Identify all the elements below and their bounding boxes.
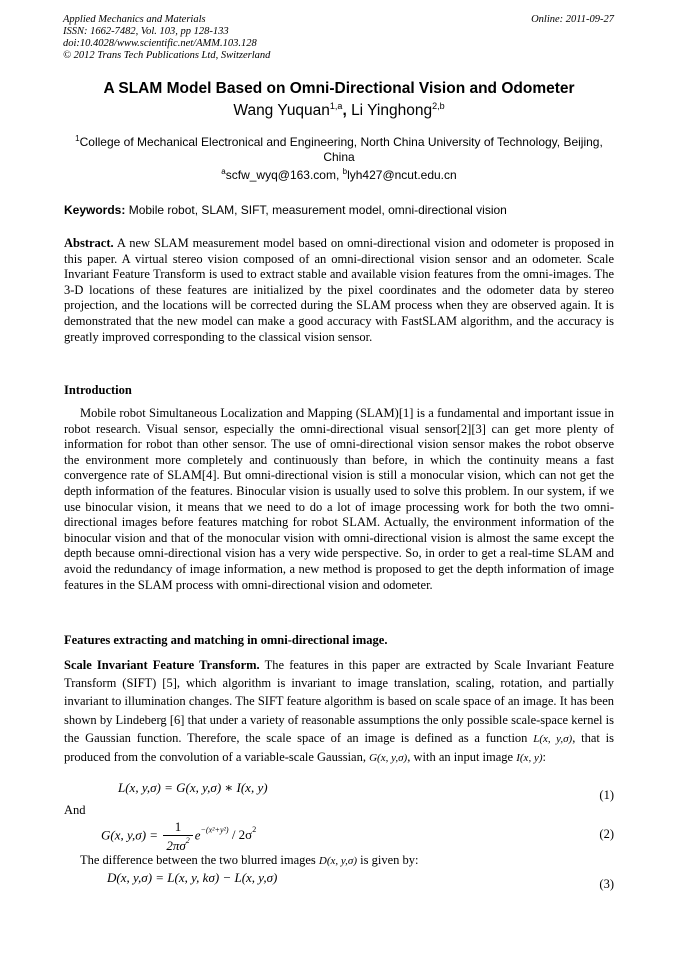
fraction-numerator: 1 bbox=[163, 819, 192, 836]
sift-text: The features in this paper are extracted by Scale Invariant Feature Transform (SIFT) [5], which algorithm is invariant to image translation, scaling, rotation, and partially invariant to illumination changes. The SIFT feature algorithm is based on scale space of an image. It has been shown by Lindeberg [6] that under a variety of reasonable assumptions the only possible scale-space kernel is the Gaussian function. Therefore, the scale space of an image is defined as a function bbox=[64, 658, 614, 745]
sift-paragraph bbox=[64, 656, 614, 767]
journal-name: Applied Mechanics and Materials bbox=[63, 14, 206, 25]
journal-header bbox=[63, 14, 270, 62]
equation-3: D(x, y,σ) = L(x, y, kσ) − L(x, y,σ) bbox=[107, 870, 278, 885]
fraction bbox=[163, 819, 192, 854]
section-heading: Features extracting and matching in omni-directional image. bbox=[64, 633, 388, 647]
author-superscript: 2,b bbox=[432, 101, 445, 111]
journal-doi: doi:10.4028/www.scientific.net/AMM.103.128 bbox=[63, 38, 257, 49]
exp-tail bbox=[229, 827, 257, 842]
email-address: lyh427@ncut.edu.cn bbox=[347, 168, 457, 182]
diff-text: The difference between the two blurred images bbox=[80, 853, 316, 867]
introduction-heading: Introduction bbox=[64, 383, 132, 397]
math-inline: I(x, y) bbox=[516, 752, 543, 765]
diff-paragraph bbox=[80, 853, 614, 870]
math-inline: D(x, y,σ) bbox=[318, 855, 358, 867]
paper-title: A SLAM Model Based on Omni-Directional Vision and Odometer bbox=[103, 80, 575, 97]
math-inline: G(x, y,σ) bbox=[369, 752, 408, 765]
denominator-base: 2πσ bbox=[166, 838, 186, 853]
author-superscript: 1,a bbox=[329, 101, 343, 111]
equation-number: (2) bbox=[599, 827, 614, 841]
online-date: Online: 2011-09-27 bbox=[531, 14, 614, 25]
author-emails bbox=[0, 167, 678, 182]
keywords-text: Mobile robot, SLAM, SIFT, measurement model, omni-directional vision bbox=[125, 203, 507, 217]
sift-text-mid2: , with an input image bbox=[407, 750, 514, 765]
author-list: Wang Yuquan$^{1,a}$, Li Yinghong$^{2,b}$ bbox=[233, 101, 445, 120]
equation-number: (3) bbox=[599, 877, 614, 891]
affiliation-superscript: 1 bbox=[75, 134, 80, 143]
email-address: scfw_wyq@163.com, bbox=[225, 168, 343, 182]
fraction-denominator bbox=[163, 836, 192, 854]
journal-issn: ISSN: 1662-7482, Vol. 103, pp 128-133 bbox=[63, 26, 229, 37]
author-name: Li Yinghong bbox=[351, 102, 433, 120]
email-superscript: b bbox=[342, 167, 348, 176]
equation-lhs: G(x, y,σ) = bbox=[101, 827, 159, 843]
abstract-label: Abstract. bbox=[64, 236, 114, 250]
equation-number: (1) bbox=[599, 788, 614, 802]
keywords bbox=[64, 203, 614, 217]
email-superscript: a bbox=[221, 167, 226, 176]
abstract-text: A new SLAM measurement model based on omni-directional vision and odometer is proposed in this paper. A virtual stereo vision composed of an omni-directional vision sensor and an odometer. Scale Invariant Feature Transform is used to extract stable and available vision features from the omni-images. The 3-D locations of these features are initialized by the pixel coordinates and the odometer data by stereo projection, and the locations will be corrected during the SLAM process when they are observed again. It is demonstrated that the new model can make a good accuracy with FastSLAM algorithm, and the accuracy is greatly improved corresponding to the classical vision sensor. bbox=[64, 236, 614, 344]
tail-exponent: 2 bbox=[252, 825, 257, 835]
equation-2 bbox=[101, 819, 256, 854]
denominator-exponent: 2 bbox=[185, 836, 190, 845]
journal-copyright: © 2012 Trans Tech Publications Ltd, Switzerland bbox=[63, 50, 271, 61]
tail-text: / 2σ bbox=[228, 827, 253, 843]
abstract bbox=[64, 236, 614, 345]
exp-base: e bbox=[194, 827, 201, 843]
affiliation-text: College of Mechanical Electronical and Engineering, North China University of Technology, Beijing, China bbox=[79, 135, 603, 164]
keywords-label: Keywords: bbox=[64, 203, 126, 217]
exp-exponent: −(x²+y²) bbox=[200, 825, 229, 835]
equation-1: L(x, y,σ) = G(x, y,σ) ∗ I(x, y) bbox=[118, 780, 268, 795]
and-text: And bbox=[64, 803, 86, 817]
diff-text-end: is given by: bbox=[357, 853, 419, 867]
author-name: Wang Yuquan bbox=[233, 102, 330, 120]
sift-text-mid: , that is produced from the convolution of a variable-scale Gaussian, bbox=[64, 730, 615, 765]
sift-text-end: : bbox=[542, 750, 546, 765]
introduction-text: Mobile robot Simultaneous Localization and Mapping (SLAM)[1] is a fundamental and important issue in robot research. Visual sensor, especially the omni-directional visual sensor[2][3] can get more plenty of information for robot than other sensor. The use of omni-directional vision sensor makes the robot observe the environment more completely and continuously than before, in which the continuity means a fast convergence rate of SLAM[4]. But omni-directional vision is still a monocular vision, which can not get the depth information of the features. Binocular vision is usually used to solve this problem. In our system, if we use binocular vision, it means that we need to do a lot of image processing work for both the two omni-directional images before features matching for robot SLAM. Actually, the environment information of the binocular vision and that of the monocular vision with omni-directional vision is almost the same except the depth because omni-directional vision has a very wide perspective. So, in order to get a real-time SLAM and avoid the redundancy of image information, a new method is proposed to get the depth information of image features in the SLAM process with omni-directional vision and odometer. bbox=[64, 406, 614, 592]
affiliation bbox=[64, 131, 614, 165]
sift-label: Scale Invariant Feature Transform. bbox=[64, 658, 260, 672]
math-inline: L(x, y,σ) bbox=[533, 732, 573, 745]
